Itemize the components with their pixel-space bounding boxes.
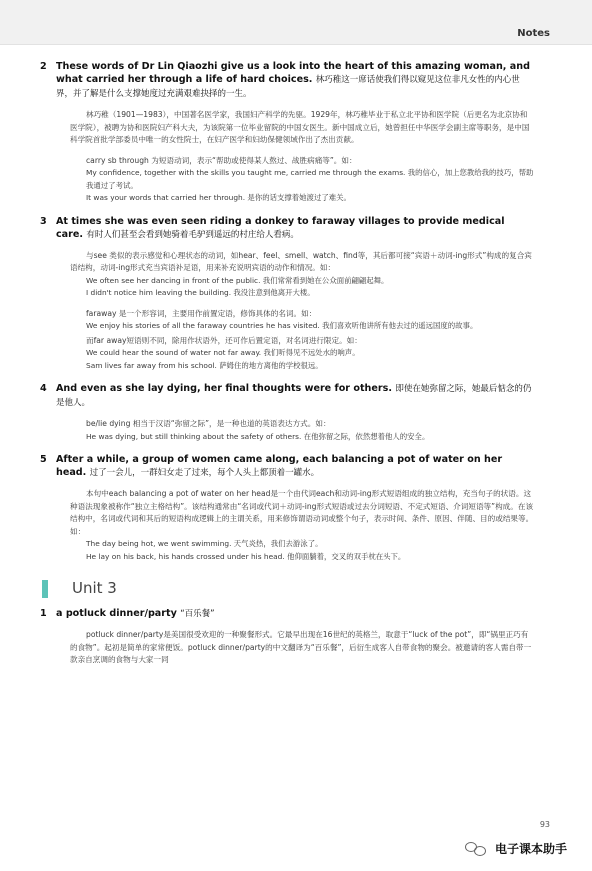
example-sentence: It was your words that carried her through. 是你的话支撑着她渡过了难关。 bbox=[86, 193, 351, 202]
note-chinese: 过了一会儿，一群妇女走了过来，每个人头上都顶着一罐水。 bbox=[89, 468, 320, 478]
note-number: 1 bbox=[40, 608, 47, 619]
example-sentence: We often see her dancing in front of the public. 我们常常看到她在公众面前翩翩起舞。 bbox=[86, 275, 389, 285]
note-heading bbox=[40, 453, 534, 480]
note-number: 5 bbox=[40, 454, 47, 465]
note-heading bbox=[40, 215, 534, 242]
note-chinese: 有时人们甚至会看到她骑着毛驴到遥远的村庄给人看病。 bbox=[86, 229, 299, 240]
chat-bubbles-icon bbox=[465, 840, 489, 856]
section-title: Notes bbox=[517, 28, 550, 39]
note-chinese: 林巧稚这一席话使我们得以窥见这位非凡女性的内心世界，并了解是什么支撑她度过充满艰难抉择的一生。 bbox=[56, 75, 520, 99]
unit-title: Unit 3 bbox=[72, 579, 117, 597]
note-chinese: 即使在她弥留之际，她最后惦念的仍是他人。 bbox=[56, 384, 532, 408]
usage-note: carry sb through 为短语动词，表示“帮助或使得某人熬过、战胜病痛等”。如： bbox=[86, 155, 357, 165]
notes-content bbox=[0, 60, 592, 667]
note-english: These words of Dr Lin Qiaozhi give us a look into the heart of this amazing woman, and what carried her through a life of hard choices. bbox=[56, 61, 530, 85]
note-english: At times she was even seen riding a donkey to faraway villages to provide medical care. bbox=[56, 215, 505, 240]
page-header bbox=[0, 0, 592, 45]
example-sentence: The day being hot, we went swimming. 天气炎热，我们去游泳了。 bbox=[86, 539, 323, 548]
note-number: 2 bbox=[40, 61, 47, 72]
page-number: 93 bbox=[539, 820, 550, 829]
unit-heading bbox=[42, 577, 592, 603]
note-paragraph: 本句中each balancing a pot of water on her head是一个由代词each和动词-ing形式短语组成的独立结构，充当句子的状语。这种语法现象被称作“独立主格结构”。该结构通常由“名词或代词＋动词-ing形式短语或过去分词短语、不定式短语、介词短语等”构成。在该结构中，名词或代词和其后的短语构成逻辑上的主谓关系，用来修饰谓语动词或整个句子，表示时间、条件、原因、伴随、目的或结果等。如： bbox=[70, 489, 534, 536]
note-heading bbox=[40, 607, 534, 621]
note-heading bbox=[40, 60, 534, 101]
example-sentence: He lay on his back, his hands crossed under his head. 他仰面躺着，交叉的双手枕在头下。 bbox=[86, 551, 406, 561]
example-sentence: I didn't notice him leaving the building. 我没注意到他离开大楼。 bbox=[86, 288, 315, 297]
usage-note: 而far away短语则不同，除用作状语外，还可作后置定语，对名词进行限定。如： bbox=[86, 335, 362, 345]
watermark-label: 电子课本助手 bbox=[495, 841, 568, 856]
usage-note: 与see 类似的表示感觉和心理状态的动词，如hear、feel、smell、watch、find等，其后都可接“宾语＋动词-ing形式”构成的复合宾语结构，动词-ing形式充当宾语补足语，用来补充说明宾语的动作和情况。如： bbox=[70, 250, 532, 272]
note-chinese: “百乐餐” bbox=[180, 609, 215, 619]
example-sentence: We could hear the sound of water not far away. 我们听得见不远处水的响声。 bbox=[86, 348, 360, 357]
note-paragraph: 林巧稚（1901—1983），中国著名医学家，我国妇产科学的先驱。1929年，林巧稚毕业于私立北平协和医学院（后更名为北京协和医学院），被聘为协和医院妇产科大夫，为该院第一位毕业留院的中国女医生。新中国成立后，她曾担任中华医学会副主席等职务，是中国科学院首批学部委员中唯一的女性院士，在妇产医学和妇幼保健领域作出了杰出贡献。 bbox=[70, 110, 530, 144]
note-number: 4 bbox=[40, 383, 47, 394]
unit-accent-bar bbox=[42, 580, 48, 598]
note-english: a potluck dinner/party bbox=[56, 608, 177, 619]
note-heading bbox=[40, 382, 534, 410]
example-sentence: My confidence, together with the skills you taught me, carried me through the exams. 我的信心，加上您教给我的技巧，帮助我通过了考试。 bbox=[86, 168, 534, 190]
example-sentence: Sam lives far away from his school. 萨姆住的地方离他的学校很远。 bbox=[86, 360, 323, 370]
usage-note: faraway 是一个形容词，主要用作前置定语，修饰具体的名词。如： bbox=[86, 308, 317, 318]
note-number: 3 bbox=[40, 215, 47, 227]
watermark bbox=[465, 838, 567, 858]
note-english: After a while, a group of women came along, each balancing a pot of water on her head. bbox=[56, 454, 503, 478]
example-sentence: He was dying, but still thinking about the safety of others. 在他弥留之际，依然想着他人的安全。 bbox=[86, 431, 430, 441]
example-sentence: We enjoy his stories of all the faraway countries he has visited. 我们喜欢听他讲所有他去过的遥远国度的故事。 bbox=[86, 321, 478, 330]
note-english: And even as she lay dying, her final thoughts were for others. bbox=[56, 383, 392, 394]
usage-note: be/lie dying 相当于汉语“弥留之际”，是一种也道的英语表达方式。如： bbox=[86, 419, 331, 428]
note-paragraph: potluck dinner/party是美国很受欢迎的一种聚餐形式。它最早出现在16世纪的英格兰，取意于“luck of the pot”，即“锅里正巧有的食物”。起初是简单的家常便饭。potluck dinner/party的中文翻译为“百乐餐”，后衍生成客人自带食物的聚会。被邀请的客人需自带一款亲自烹调的食物与大家一同 bbox=[70, 630, 532, 664]
